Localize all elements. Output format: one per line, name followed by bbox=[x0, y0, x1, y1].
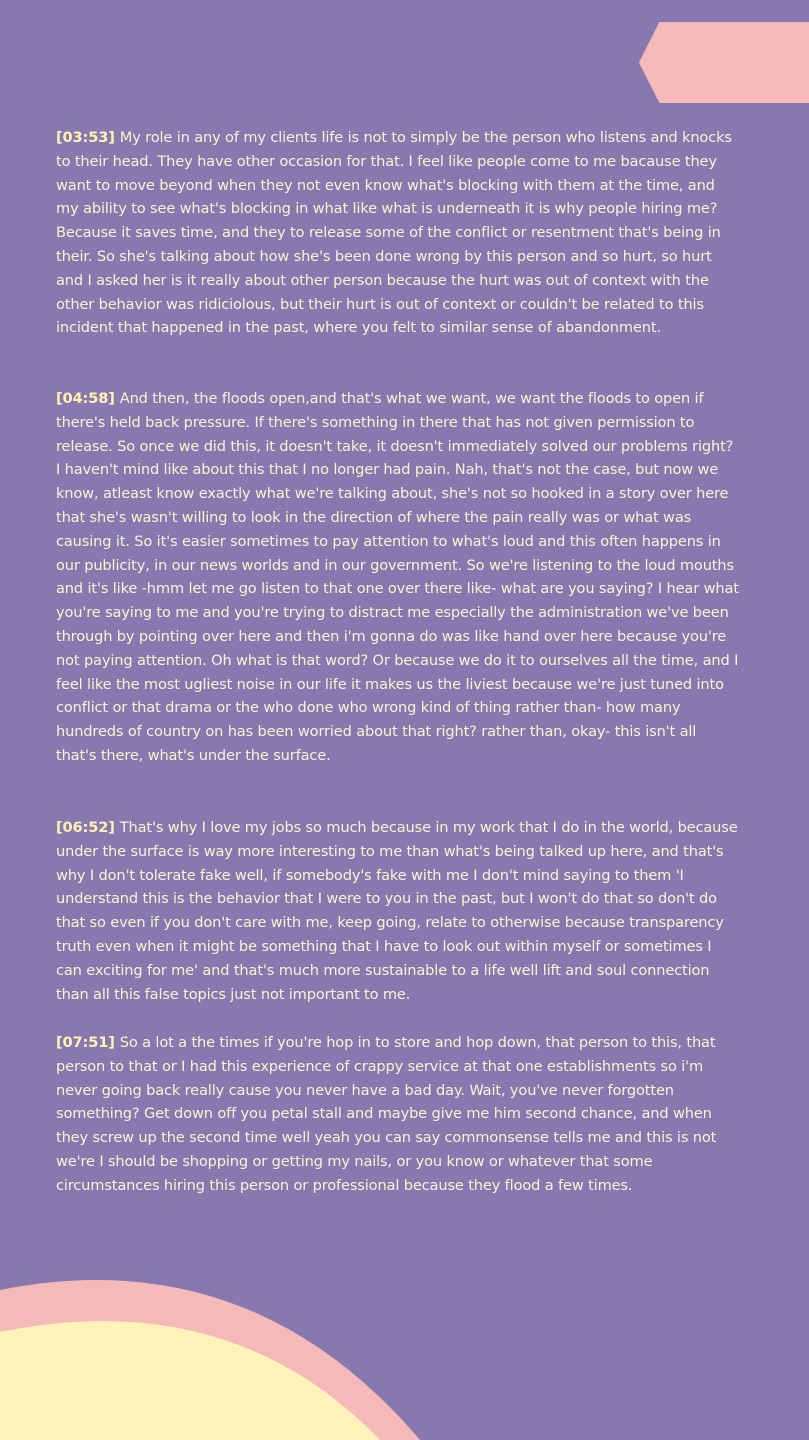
paragraph-text: So a lot a the times if you're hop in to store and hop down, that person to this, that person to that or I had this experience of crappy service at that one establishments so i'm never going back really cause you never have a bad day. Wait, you've never forgotten something? Get down off you petal stall and maybe give me him second chance, and when they screw up the second time well yeah you can say commonsense tells me and this is not we're I should be shopping or getting my nails, or you know or whatever that some circumstances hiring this person or professional because they flood a few times. bbox=[56, 1034, 717, 1194]
transcript-paragraph-2 bbox=[56, 387, 740, 768]
transcript-paragraph-3 bbox=[56, 816, 740, 1006]
corner-tab-decoration bbox=[639, 22, 809, 103]
bottom-arc-decoration bbox=[0, 1250, 440, 1440]
transcript-paragraph-1 bbox=[56, 126, 740, 340]
timestamp: [07:51] bbox=[56, 1034, 115, 1051]
timestamp: [04:58] bbox=[56, 390, 115, 407]
paragraph-text: My role in any of my clients life is not to simply be the person who listens and knocks to their head. They have other occasion for that. I feel like people come to me bacause they want to move beyond when they not even know what's blocking with them at the time, and my ability to see what's blocking in what like what is underneath it is why people hiring me? Because it saves time, and they to release some of the conflict or resentment that's being in their. So she's talking about how she's been done wrong by this person and so hurt, so hurt and I asked her is it really about other person because the hurt was out of context with the other behavior was ridiciolous, but their hurt is out of context or couldn't be related to this incident that happened in the past, where you felt to similar sense of abandonment. bbox=[56, 129, 732, 337]
timestamp: [06:52] bbox=[56, 819, 115, 836]
transcript-paragraph-4 bbox=[56, 1031, 740, 1198]
paragraph-text: And then, the floods open,and that's what we want, we want the floods to open if there's held back pressure. If there's something in there that has not given permission to release. So once we did this, it doesn't take, it doesn't immediately solved our problems right? I haven't mind like about this that I no longer had pain. Nah, that's not the case, but now we know, atleast know exactly what we're talking about, she's not so hooked in a story over here that she's wasn't willing to look in the direction of where the pain really was or what was causing it. So it's easier sometimes to pay attention to what's loud and this often happens in our publicity, in our news worlds and in our government. So we're listening to the loud mouths and it's like -hmm let me go listen to that one over there like- what are you saying? I hear what you're saying to me and you're trying to distract me especially the administration we've been through by pointing over here and then i'm gonna do was like hand over here because you're not paying attention. Oh what is that word? Or because we do it to ourselves all the time, and I feel like the most ugliest noise in our life it makes us the liviest because we're just tuned into conflict or that drama or the who done who wrong kind of thing rather than- how many hundreds of country on has been worried about that right? rather than, okay- this isn't all that's there, what's under the surface. bbox=[56, 390, 739, 764]
paragraph-text: That's why I love my jobs so much because in my work that I do in the world, because under the surface is way more interesting to me than what's being talked up here, and that's why I don't tolerate fake well, if somebody's fake with me I don't mind saying to them 'I understand this is the behavior that I were to you in the past, but I won't do that so don't do that so even if you don't care with me, keep going, relate to otherwise because transparency truth even when it might be something that I have to look out within myself or sometimes I can exciting for me' and that's much more sustainable to a life well lift and soul connection than all this false topics just not important to me. bbox=[56, 819, 738, 1003]
timestamp: [03:53] bbox=[56, 129, 115, 146]
